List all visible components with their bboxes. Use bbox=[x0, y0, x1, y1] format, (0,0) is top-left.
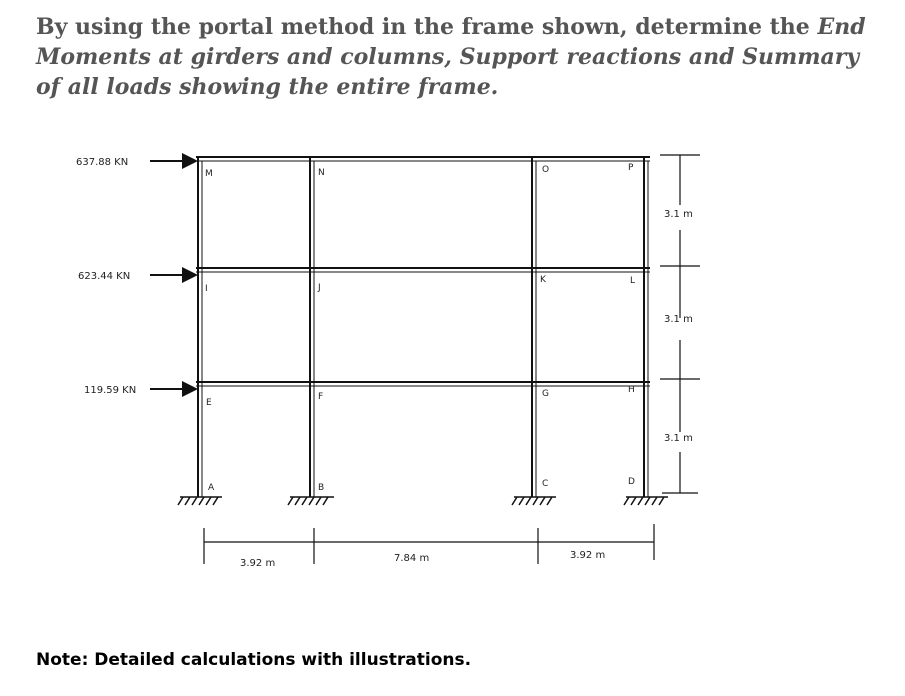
joint-label-m: M bbox=[205, 169, 213, 179]
joint-label-f: F bbox=[318, 392, 324, 402]
joint-label-p: P bbox=[628, 163, 634, 173]
joint-label-b: B bbox=[318, 483, 325, 493]
note-text: Note: Detailed calculations with illustrations. bbox=[36, 650, 472, 670]
support-d bbox=[624, 497, 668, 505]
bay-width-middle: 7.84 m bbox=[394, 553, 430, 564]
joint-label-n: N bbox=[318, 168, 325, 178]
bay-width-right: 3.92 m bbox=[570, 550, 606, 561]
joint-label-l: L bbox=[630, 276, 636, 286]
load-label-third: 623.44 KN bbox=[78, 271, 131, 282]
joint-label-c: C bbox=[542, 479, 549, 489]
story-height-top: 3.1 m bbox=[664, 209, 693, 220]
joint-label-e: E bbox=[206, 398, 212, 408]
joint-label-d: D bbox=[628, 477, 635, 487]
story-height-bottom: 3.1 m bbox=[664, 433, 693, 444]
load-label-second: 119.59 KN bbox=[84, 385, 137, 396]
joint-label-k: K bbox=[540, 275, 546, 285]
support-c bbox=[512, 497, 556, 505]
joint-label-j: J bbox=[318, 283, 321, 293]
question-part1: By using the portal method in the frame shown, determine the bbox=[36, 14, 818, 40]
load-label-roof: 637.88 KN bbox=[76, 157, 129, 168]
support-a bbox=[178, 497, 222, 505]
joint-label-i: I bbox=[205, 284, 208, 294]
support-b bbox=[288, 497, 334, 505]
question-part2: End Moments at girders and columns, Support reactions and Summary of all loads showing the entire frame. bbox=[36, 14, 866, 100]
bay-width-left: 3.92 m bbox=[240, 558, 276, 569]
joint-label-o: O bbox=[542, 165, 550, 175]
joint-label-a: A bbox=[208, 483, 215, 493]
joint-label-h: H bbox=[628, 385, 635, 395]
joint-label-g: G bbox=[542, 389, 549, 399]
story-height-middle: 3.1 m bbox=[664, 314, 693, 325]
